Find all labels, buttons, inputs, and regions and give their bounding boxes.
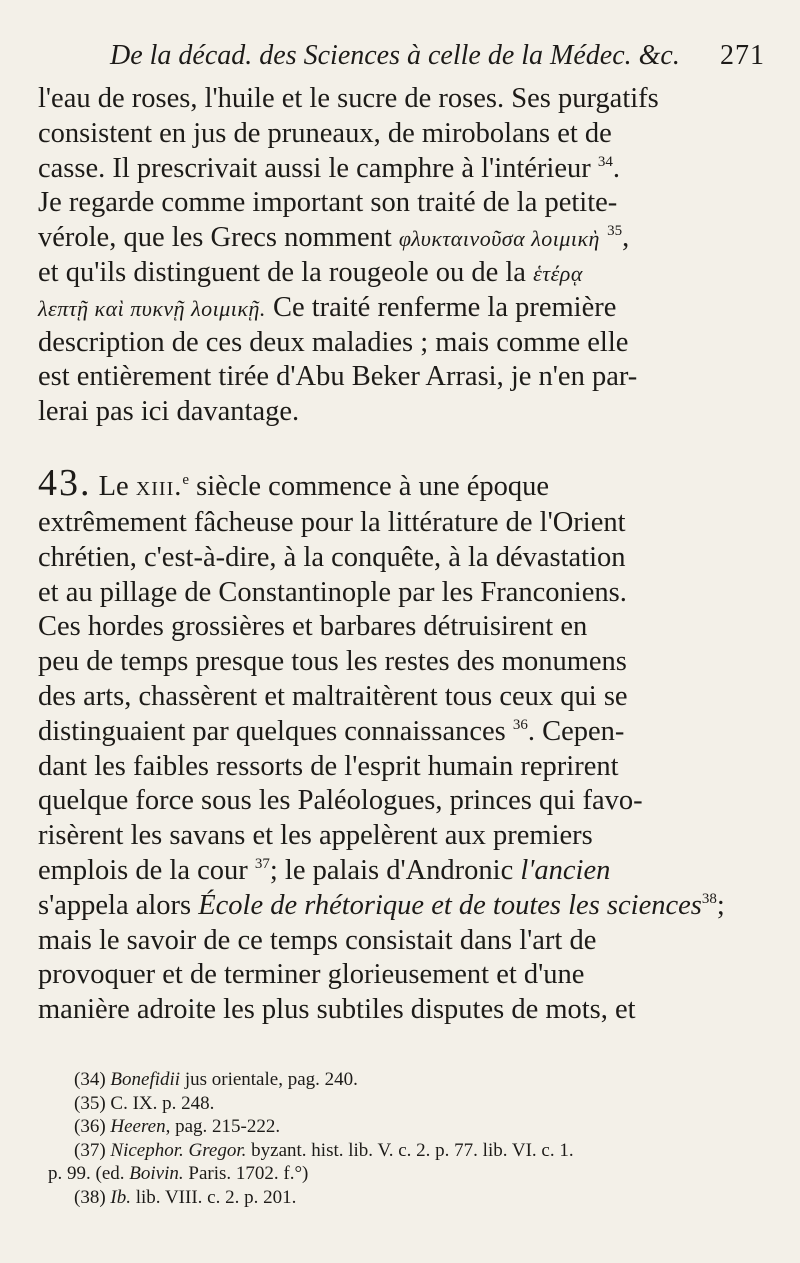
text-line: λεπτῇ καὶ πυκνῇ λοιμικῇ. Ce traité renferme la première bbox=[38, 291, 617, 323]
text-line: casse. Il prescrivait aussi le camphre à l'intérieur $^{34}$. bbox=[38, 152, 620, 184]
text-line: lerai pas ici davantage. bbox=[38, 396, 300, 428]
text-line: vérole, que les Grecs nomment φλυκταινοῦσα λοιμικὴ $^{35}$, bbox=[38, 222, 630, 254]
greek-term: φλυκταινοῦσα λοιμικὴ bbox=[398, 226, 600, 252]
text-line: quelque force sous les Paléologues, princes qui favo- bbox=[38, 785, 643, 817]
text-line: risèrent les savans et les appelèrent aux premiers bbox=[38, 820, 593, 852]
footnotes bbox=[48, 1068, 774, 1209]
greek-term: ἑτέρᾳ bbox=[533, 260, 583, 286]
text-line: description de ces deux maladies ; mais comme elle bbox=[38, 326, 629, 358]
text-line: chrétien, c'est-à-dire, à la conquête, à la dévastation bbox=[38, 541, 626, 573]
text-line: peu de temps presque tous les restes des monumens bbox=[38, 646, 627, 678]
footnote-38: (38) Ib. lib. VIII. c. 2. p. 201. bbox=[74, 1186, 297, 1208]
greek-term: λεπτῇ καὶ πυκνῇ λοιμικῇ. bbox=[38, 295, 266, 321]
footnote-36: (36) Heeren, pag. 215-222. bbox=[74, 1116, 281, 1137]
footnote-35: (35) C. IX. p. 248. bbox=[74, 1092, 215, 1114]
footnote-ref-34[interactable]: 34 bbox=[597, 153, 613, 170]
text-line: 43. Le xiii.$^e$ siècle commence à une époque bbox=[38, 462, 550, 504]
text-line: mais le savoir de ce temps consistait dans l'art de bbox=[38, 924, 597, 956]
footnote-34: (34) Bonefidii jus orientale, pag. 240. bbox=[74, 1069, 358, 1090]
text-line: et au pillage de Constantinople par les Franconiens. bbox=[38, 576, 627, 608]
text-line: Ces hordes grossières et barbares détruisirent en bbox=[38, 611, 588, 643]
running-head bbox=[110, 40, 765, 80]
text-line: extrêmement fâcheuse pour la littérature de l'Orient bbox=[38, 507, 626, 538]
text-line: dant les faibles ressorts de l'esprit humain reprirent bbox=[38, 750, 619, 782]
text-line: manière adroite les plus subtiles disputes de mots, et bbox=[38, 994, 636, 1026]
text-line: consistent en jus de pruneaux, de mirobolans et de bbox=[38, 117, 612, 149]
footnote-ref-35[interactable]: 35 bbox=[607, 223, 623, 240]
footnote-37: (37) Nicephor. Gregor. byzant. hist. lib. V. c. 2. p. 77. lib. VI. c. 1. bbox=[74, 1139, 574, 1161]
text-line: Je regarde comme important son traité de la petite- bbox=[38, 187, 618, 219]
running-head-title: De la décad. des Sciences à celle de la Médec. &c. bbox=[110, 40, 680, 71]
paragraph-43 bbox=[38, 462, 763, 1028]
footnote-ref-37[interactable]: 37 bbox=[254, 855, 270, 872]
page-number: 271 bbox=[720, 40, 765, 71]
section-number: 43. bbox=[38, 462, 92, 504]
text-line: est entièrement tirée d'Abu Beker Arrasi, je n'en par- bbox=[38, 361, 638, 393]
footnote-37-continued: p. 99. (ed. Boivin. Paris. 1702. f.°) bbox=[48, 1163, 309, 1184]
text-line: emplois de la cour $^{37}$; le palais d'Andronic l'ancien bbox=[38, 854, 611, 886]
text-line: des arts, chassèrent et maltraitèrent tous ceux qui se bbox=[38, 680, 628, 712]
text-line: s'appela alors École de rhétorique et de toutes les sciences$^{38}$; bbox=[38, 889, 725, 921]
text-line: distinguaient par quelques connaissances $^{36}$. Cepen- bbox=[38, 715, 625, 747]
footnote-ref-36[interactable]: 36 bbox=[512, 716, 528, 733]
text-line: et qu'ils distinguent de la rougeole ou de la ἑτέρᾳ bbox=[38, 256, 583, 288]
footnote-ref-38[interactable]: 38 bbox=[701, 890, 717, 907]
text-line: l'eau de roses, l'huile et le sucre de roses. Ses purgatifs bbox=[38, 83, 659, 114]
text-line: provoquer et de terminer glorieusement et d'une bbox=[38, 959, 585, 991]
paragraph-1 bbox=[38, 82, 763, 430]
